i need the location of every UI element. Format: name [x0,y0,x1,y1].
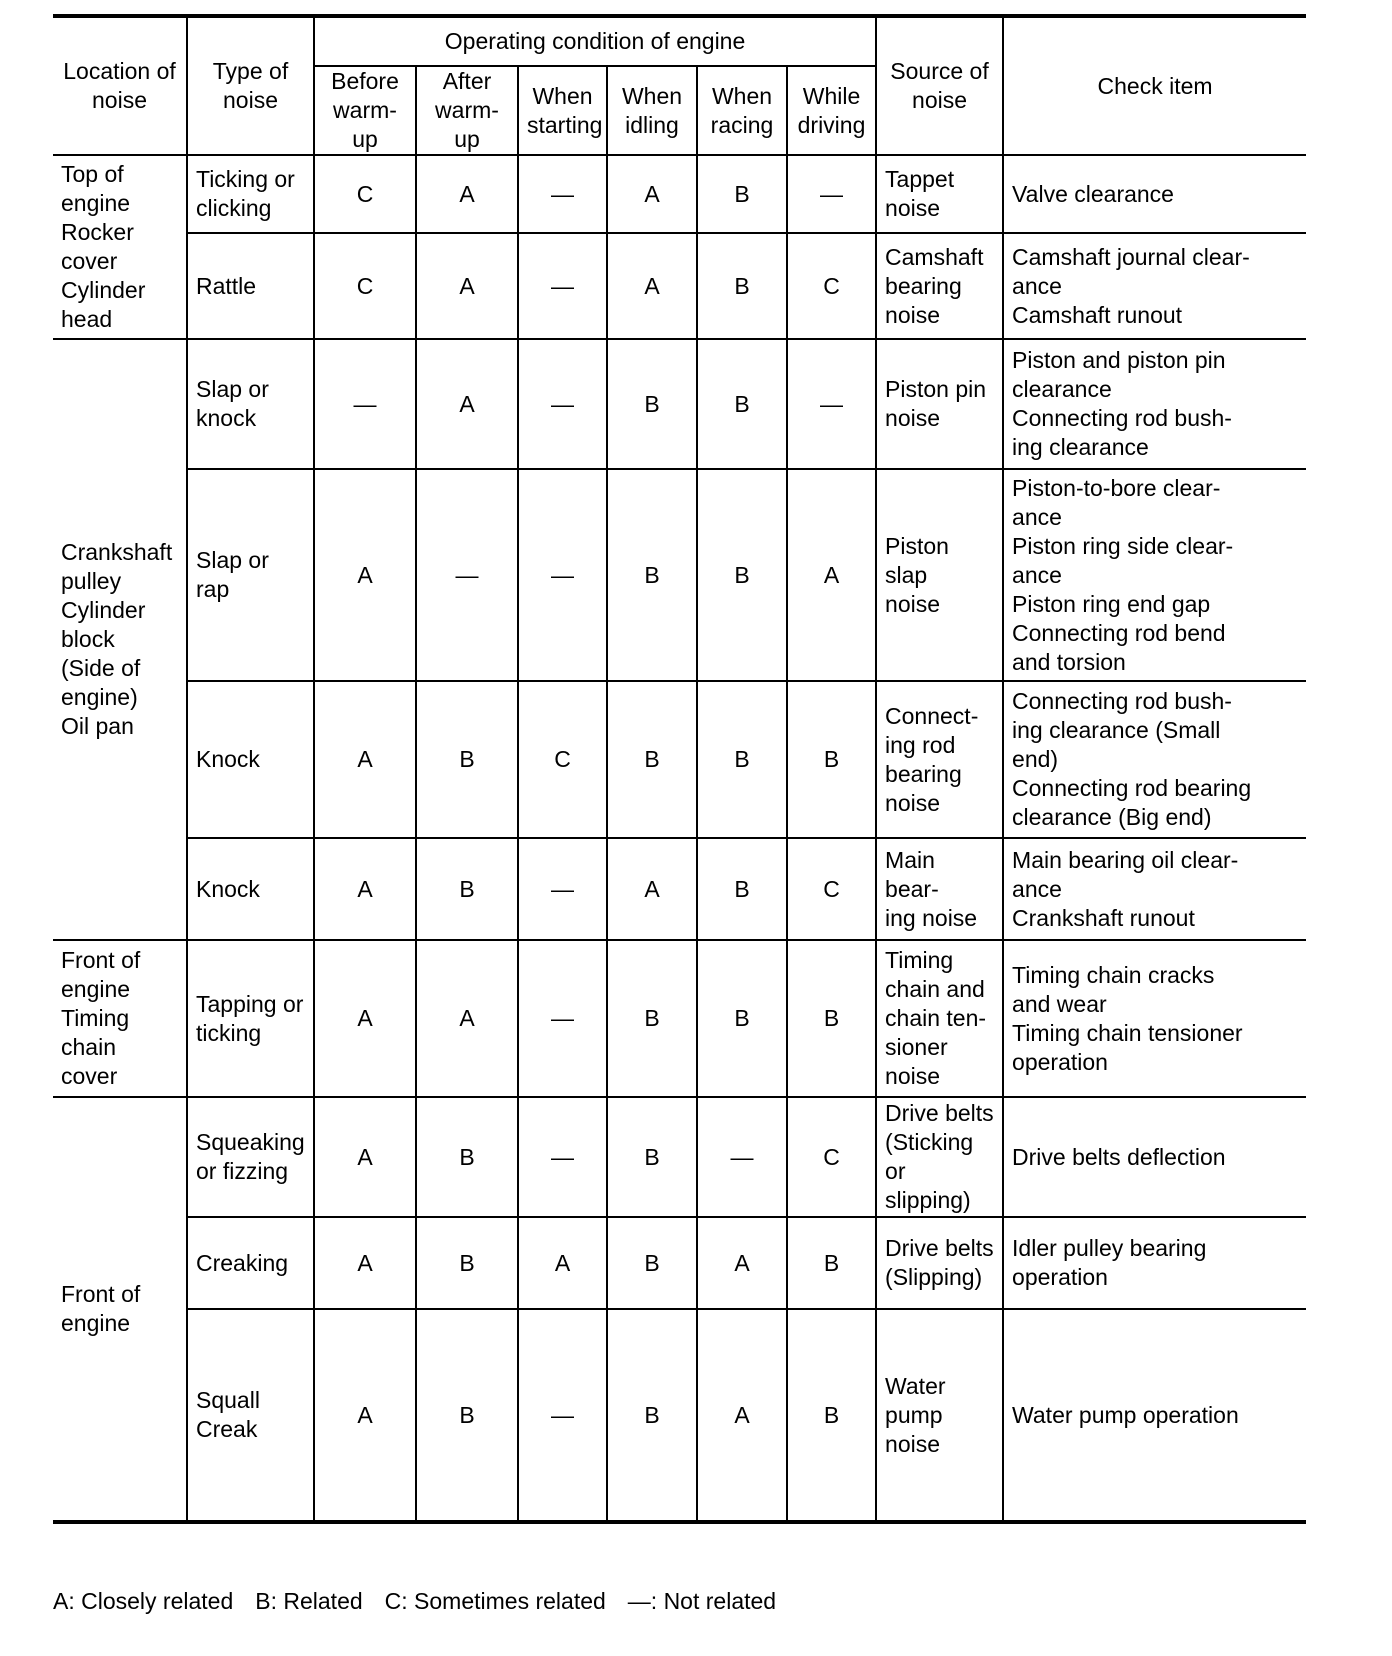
rating-cell: B [416,1097,518,1217]
rating-cell: — [518,1309,607,1522]
header-when-starting: When starting [518,66,607,155]
rating-cell: B [607,940,697,1097]
header-type-of-noise: Type of noise [187,16,314,155]
check-item-cell: Idler pulley bearing operation [1003,1217,1306,1309]
rating-cell: B [697,233,787,339]
rating-cell: — [518,233,607,339]
rating-cell: B [607,1097,697,1217]
rating-cell: B [416,1309,518,1522]
table-row [53,155,1306,233]
rating-cell: B [697,469,787,681]
rating-cell: — [416,469,518,681]
noise-type-cell: Squeaking or fizzing [187,1097,314,1217]
noise-type-cell: Knock [187,681,314,838]
rating-cell: — [697,1097,787,1217]
table-row [53,838,1306,940]
rating-cell: A [314,838,416,940]
rating-cell: B [416,1217,518,1309]
header-when-racing: When racing [697,66,787,155]
location-cell: Front of engine Timing chain cover [53,940,187,1097]
legend-related: B: Related [255,1588,363,1614]
table-row [53,339,1306,469]
table-body [53,155,1306,1522]
rating-cell: — [518,940,607,1097]
rating-cell: C [787,1097,876,1217]
table-row [53,1217,1306,1309]
rating-cell: — [518,469,607,681]
rating-cell: A [607,838,697,940]
rating-cell: A [314,1097,416,1217]
check-item-cell: Connecting rod bush- ing clearance (Small end) Connecting rod bearing clearance (Big end) [1003,681,1306,838]
rating-cell: — [518,339,607,469]
header-source-of-noise: Source of noise [876,16,1003,155]
noise-source-cell: Tappet noise [876,155,1003,233]
rating-cell: A [314,681,416,838]
rating-cell: A [314,1217,416,1309]
check-item-cell: Timing chain cracks and wear Timing chain tensioner operation [1003,940,1306,1097]
rating-cell: B [787,940,876,1097]
check-item-cell: Piston and piston pin clearance Connecting rod bush- ing clearance [1003,339,1306,469]
rating-cell: B [697,681,787,838]
rating-cell: A [314,469,416,681]
table-row [53,1097,1306,1217]
rating-cell: — [518,838,607,940]
noise-type-cell: Tapping or ticking [187,940,314,1097]
noise-type-cell: Slap or rap [187,469,314,681]
header-while-driving: While driving [787,66,876,155]
rating-cell: — [518,155,607,233]
legend-closely-related: A: Closely related [53,1588,234,1614]
rating-cell: A [607,233,697,339]
noise-source-cell: Drive belts (Slipping) [876,1217,1003,1309]
table-row [53,681,1306,838]
rating-cell: — [787,339,876,469]
rating-cell: C [787,233,876,339]
legend [53,1586,798,1616]
noise-source-cell: Piston slap noise [876,469,1003,681]
check-item-cell: Valve clearance [1003,155,1306,233]
rating-cell: — [787,155,876,233]
noise-source-cell: Piston pin noise [876,339,1003,469]
rating-cell: C [518,681,607,838]
noise-source-cell: Timing chain and chain ten- sioner noise [876,940,1003,1097]
header-before-warm-up: Before warm-up [314,66,416,155]
rating-cell: B [607,1217,697,1309]
noise-type-cell: Slap or knock [187,339,314,469]
location-cell: Top of engine Rocker cover Cylinder head [53,155,187,339]
table-row [53,469,1306,681]
rating-cell: A [416,233,518,339]
rating-cell: A [787,469,876,681]
rating-cell: A [416,940,518,1097]
rating-cell: A [607,155,697,233]
header-after-warm-up: After warm-up [416,66,518,155]
rating-cell: A [314,940,416,1097]
rating-cell: B [697,838,787,940]
check-item-cell: Piston-to-bore clear- ance Piston ring side clear- ance Piston ring end gap Connecting rod bend and torsion [1003,469,1306,681]
table-row [53,233,1306,339]
rating-cell: — [314,339,416,469]
rating-cell: B [697,339,787,469]
table-row [53,940,1306,1097]
rating-cell: A [416,339,518,469]
rating-cell: B [607,1309,697,1522]
rating-cell: B [416,838,518,940]
header-location-of-noise: Location of noise [53,16,187,155]
noise-type-cell: Ticking or clicking [187,155,314,233]
rating-cell: B [607,339,697,469]
table-row [53,1309,1306,1522]
rating-cell: A [518,1217,607,1309]
legend-sometimes-related: C: Sometimes related [384,1588,606,1614]
rating-cell: C [314,233,416,339]
rating-cell: B [416,681,518,838]
noise-source-cell: Water pump noise [876,1309,1003,1522]
legend-not-related: —: Not related [627,1588,777,1614]
rating-cell: A [697,1217,787,1309]
check-item-cell: Drive belts deflection [1003,1097,1306,1217]
rating-cell: B [697,940,787,1097]
header-when-idling: When idling [607,66,697,155]
rating-cell: — [518,1097,607,1217]
location-cell: Crankshaft pulley Cylinder block (Side of engine) Oil pan [53,339,187,940]
noise-type-cell: Knock [187,838,314,940]
rating-cell: B [607,681,697,838]
location-cell: Front of engine [53,1097,187,1522]
check-item-cell: Water pump operation [1003,1309,1306,1522]
rating-cell: A [416,155,518,233]
rating-cell: B [607,469,697,681]
noise-source-cell: Camshaft bearing noise [876,233,1003,339]
header-check-item: Check item [1003,16,1306,155]
rating-cell: B [787,681,876,838]
noise-type-cell: Creaking [187,1217,314,1309]
rating-cell: A [314,1309,416,1522]
noise-type-cell: Squall Creak [187,1309,314,1522]
rating-cell: B [787,1309,876,1522]
header-operating-condition: Operating condition of engine [314,16,876,66]
check-item-cell: Main bearing oil clear- ance Crankshaft runout [1003,838,1306,940]
noise-source-cell: Connect- ing rod bearing noise [876,681,1003,838]
rating-cell: B [787,1217,876,1309]
check-item-cell: Camshaft journal clear- ance Camshaft runout [1003,233,1306,339]
rating-cell: C [787,838,876,940]
engine-noise-diagnosis-table [53,14,1306,1524]
noise-source-cell: Drive belts (Sticking or slipping) [876,1097,1003,1217]
noise-type-cell: Rattle [187,233,314,339]
rating-cell: A [697,1309,787,1522]
noise-source-cell: Main bear- ing noise [876,838,1003,940]
rating-cell: B [697,155,787,233]
rating-cell: C [314,155,416,233]
